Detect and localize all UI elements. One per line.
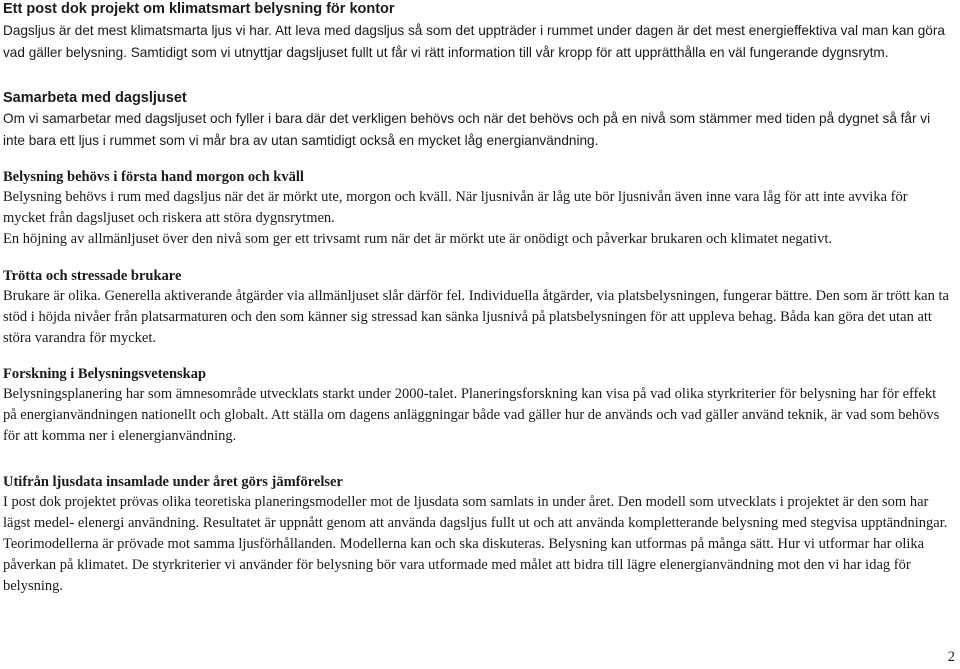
section-paragraph: En höjning av allmänljuset över den nivå som ger ett trivsamt rum när det är mörkt ute är onödigt och påverkar brukaren och klimatet negativt. (3, 231, 833, 247)
document-title: Ett post dok projekt om klimatsmart belysning för kontor (3, 1, 395, 17)
section-forskning (3, 364, 953, 447)
section-heading: Forskning i Belysningsvetenskap (3, 366, 207, 382)
intro-paragraph: Dagsljus är det mest klimatsmarta ljus vi har. Att leva med dagsljus så som det uppträder i rummet under dagen är det mest energieffektiva val man kan göra vad gäller belysning. Samtidigt som vi utnyttjar dagsljuset fullt ut får vi rätt information till vår kropp för att upprätthålla en väl fungerande dygnsrytm. (3, 23, 945, 60)
section-heading: Utifrån ljusdata insamlade under året görs jämförelser (3, 474, 343, 490)
section-belysning-behovs (3, 167, 953, 250)
section-heading: Samarbeta med dagsljuset (3, 90, 187, 106)
section-paragraph: Om vi samarbetar med dagsljuset och fyller i bara där det verkligen behövs och när det behövs och på en nivå som stämmer med tiden på dygnet så får vi inte bara ett ljus i rummet som vi mår bra av utan samtidigt också en mycket låg energianvändning. (3, 111, 931, 148)
page-number: 2 (947, 649, 955, 665)
section-heading: Belysning behövs i första hand morgon och kväll (3, 169, 304, 185)
section-paragraph: Belysningsplanering har som ämnesområde utvecklats starkt under 2000-talet. Planeringsforskning kan visa på vad olika styrkriterier för belysning har för effekt på energianvändningen nationellt och globalt. Att ställa om dagens anläggningar både vad gäller hur de används och vad gäller använd teknik, är vad som behövs för att komma ner i elenergianvändning. (3, 386, 940, 444)
section-paragraph: Brukare är olika. Generella aktiverande åtgärder via allmänljuset slår därför fel. Individuella åtgärder, via platsbelysningen, fungerar bättre. Den som är trött kan ta stöd i höjda nivåer från platsarmaturen och den som känner sig stressad kan sänka ljusnivå på platsbelysningen för att uppleva behag. Båda kan göra det utan att störa varandra för mycket. (3, 288, 949, 346)
section-samarbeta (3, 88, 953, 152)
section-paragraph: I post dok projektet prövas olika teoretiska planeringsmodeller mot de ljusdata som samlats in under året. Den modell som utvecklats i projektet är den som har lägst medel- elenergi användning. Resultatet är uppnått genom att använda dagsljus fullt ut och att använda kompletterande belysning med stegvisa upptändningar. Teorimodellerna är prövade mot samma ljusförhållanden. Modellerna kan och ska diskuteras. Belysning kan utformas på många sätt. Hur vi utformar har olika påverkan på klimatet. De styrkriterier vi använder för belysning bör vara utformade med målet att bidra till lägre elenergianvändning mot den vi har idag för belysning. (3, 494, 948, 594)
document-page (3, 0, 953, 597)
section-trotta-brukare (3, 266, 953, 349)
section-paragraph: Belysning behövs i rum med dagsljus när det är mörkt ute, morgon och kväll. När ljusnivån är låg ute bör ljusnivån även inne vara låg för att inte avvika för mycket från dagsljuset och riskera att störa dygnsrytmen. (3, 189, 908, 226)
section-heading: Trötta och stressade brukare (3, 268, 182, 284)
section-ljusdata (3, 472, 953, 597)
